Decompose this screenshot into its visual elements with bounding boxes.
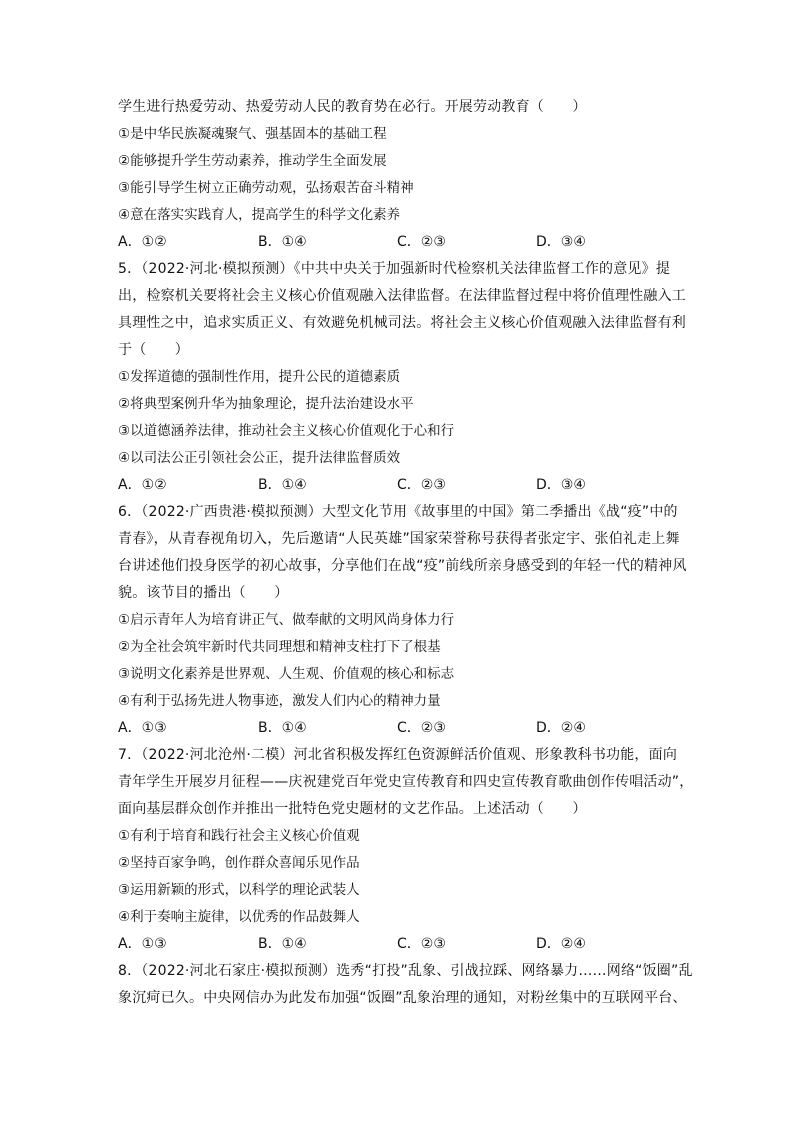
q6-choice-b[interactable]: B．①④ (258, 720, 307, 736)
q7-stem-line-2: 青年学生开展岁月征程——庆祝建党百年党史宣传教育和四史宣传教育歌曲创作传唱活动”， (118, 774, 694, 790)
q8-stem-line-2: 象沉疴已久。中央网信办为此发布加强“饭圈”乱象治理的通知，对粉丝集中的互联网平台、 (118, 990, 687, 1006)
q7-option-4: ④利于奏响主旋律，以优秀的作品鼓舞人 (118, 909, 360, 925)
q5-option-2: ②将典型案例升华为抽象理论，提升法治建设水平 (118, 396, 414, 412)
q7-choices (118, 935, 688, 953)
q4-option-3: ③能引导学生树立正确劳动观，弘扬艰苦奋斗精神 (118, 180, 414, 196)
q6-choice-a[interactable]: A．①③ (118, 720, 167, 736)
q4-choice-c[interactable]: C．②③ (397, 234, 446, 250)
q6-option-3: ③说明文化素养是世界观、人生观、价值观的核心和标志 (118, 666, 455, 682)
q4-choices (118, 233, 688, 251)
q5-stem-line-1: 5．（2022·河北·模拟预测）《中共中央关于加强新时代检察机关法律监督工作的意见》提 (118, 261, 671, 277)
q6-option-4: ④有利于弘扬先进人物事迹，激发人们内心的精神力量 (118, 693, 441, 709)
q8-stem-line-1: 8．（2022·河北石家庄·模拟预测）选秀“打投”乱象、引战拉踩、网络暴力……网络“饭圈”乱 (118, 963, 693, 979)
q6-choice-d[interactable]: D．②④ (536, 720, 586, 736)
q6-stem-line-4: 貌。该节目的播出（ ） (118, 585, 289, 601)
q7-choice-a[interactable]: A．①③ (118, 936, 167, 952)
q5-choices (118, 476, 688, 494)
q7-option-2: ②坚持百家争鸣，创作群众喜闻乐见作品 (118, 855, 360, 871)
q5-option-4: ④以司法公正引领社会公正，提升法律监督质效 (118, 450, 401, 466)
q6-choice-c[interactable]: C．②③ (397, 720, 446, 736)
q7-choice-d[interactable]: D．②④ (536, 936, 586, 952)
q5-stem-line-3: 具理性之中，追求实质正义、有效避免机械司法。将社会主义核心价值观融入法律监督有利 (118, 315, 686, 331)
q4-choice-a[interactable]: A．①② (118, 234, 167, 250)
q6-option-1: ①启示青年人为培育讲正气、做奉献的文明风尚身体力行 (118, 612, 455, 628)
q5-option-1: ①发挥道德的强制性作用，提升公民的道德素质 (118, 369, 401, 385)
q4-stem-line: 学生进行热爱劳动、热爱劳动人民的教育势在必行。开展劳动教育（ ） (118, 99, 587, 115)
q6-option-2: ②为全社会筑牢新时代共同理想和精神支柱打下了根基 (118, 639, 441, 655)
q4-option-4: ④意在落实实践育人，提高学生的科学文化素养 (118, 207, 401, 223)
q6-choices (118, 719, 688, 737)
q5-choice-b[interactable]: B．①④ (258, 477, 307, 493)
q6-stem-line-2: 青春》，从青春视角切入，先后邀请“人民英雄”国家荣誉称号获得者张定宇、张伯礼走上舞 (118, 531, 680, 547)
q6-stem-line-3: 台讲述他们投身医学的初心故事，分享他们在战“疫”前线所亲身感受到的年轻一代的精神风 (118, 558, 687, 574)
q7-option-1: ①有利于培育和践行社会主义核心价值观 (118, 828, 360, 844)
q7-stem-line-3: 面向基层群众创作并推出一批特色党史题材的文艺作品。上述活动（ ） (118, 801, 587, 817)
q4-option-1: ①是中华民族凝魂聚气、强基固本的基础工程 (118, 126, 387, 142)
q6-stem-line-1: 6．（2022·广西贵港·模拟预测）大型文化节用《故事里的中国》第二季播出《战“疫”中的 (118, 504, 678, 520)
q5-stem-line-4: 于（ ） (118, 342, 189, 358)
q5-choice-c[interactable]: C．②③ (397, 477, 446, 493)
q4-option-2: ②能够提升学生劳动素养，推动学生全面发展 (118, 153, 387, 169)
q5-choice-a[interactable]: A．①② (118, 477, 167, 493)
q5-option-3: ③以道德涵养法律，推动社会主义核心价值观化于心和行 (118, 423, 455, 439)
q4-choice-d[interactable]: D．③④ (536, 234, 586, 250)
q4-choice-b[interactable]: B．①④ (258, 234, 307, 250)
q5-choice-d[interactable]: D．③④ (536, 477, 586, 493)
q7-choice-c[interactable]: C．②③ (397, 936, 446, 952)
q5-stem-line-2: 出，检察机关要将社会主义核心价值观融入法律监督。在法律监督过程中将价值理性融入工 (118, 288, 686, 304)
q7-option-3: ③运用新颖的形式，以科学的理论武装人 (118, 882, 360, 898)
q7-stem-line-1: 7．（2022·河北沧州·二模）河北省积极发挥红色资源鲜活价值观、形象教科书功能，面向 (118, 747, 678, 763)
q7-choice-b[interactable]: B．①④ (258, 936, 307, 952)
